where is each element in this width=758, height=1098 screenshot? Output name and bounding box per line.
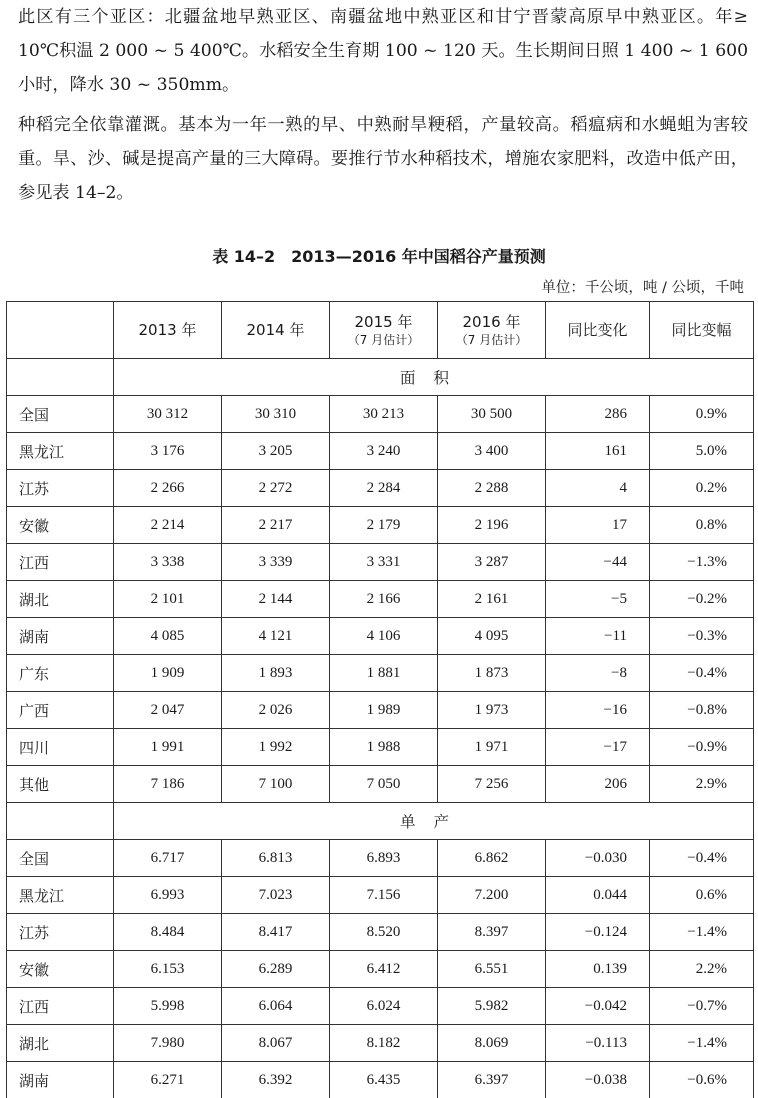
cell-2016: 8.069 bbox=[438, 1025, 546, 1062]
cell-2014: 8.417 bbox=[222, 914, 330, 951]
table-row bbox=[7, 396, 754, 433]
cell-2014: 1 992 bbox=[222, 729, 330, 766]
cell-2014: 3 205 bbox=[222, 433, 330, 470]
cell-change-pct: −0.2% bbox=[650, 581, 754, 618]
cell-2016: 2 288 bbox=[438, 470, 546, 507]
cell-2016: 6.397 bbox=[438, 1062, 546, 1098]
cell-2015: 2 179 bbox=[330, 507, 438, 544]
table-row bbox=[7, 877, 754, 914]
table-row bbox=[7, 433, 754, 470]
cell-change-pct: 0.8% bbox=[650, 507, 754, 544]
cell-2013: 1 991 bbox=[114, 729, 222, 766]
cell-change: 17 bbox=[546, 507, 650, 544]
cell-2014: 7.023 bbox=[222, 877, 330, 914]
section-blank-cell bbox=[7, 803, 114, 840]
cell-2016: 5.982 bbox=[438, 988, 546, 1025]
cell-change-pct: −1.4% bbox=[650, 914, 754, 951]
cell-2015: 1 881 bbox=[330, 655, 438, 692]
cell-2013: 3 176 bbox=[114, 433, 222, 470]
cell-change: −16 bbox=[546, 692, 650, 729]
table-caption: 表 14–2 2013—2016 年中国稻谷产量预测 bbox=[0, 244, 758, 267]
cell-2015: 2 284 bbox=[330, 470, 438, 507]
cell-2013: 6.271 bbox=[114, 1062, 222, 1098]
cell-change-pct: −0.4% bbox=[650, 840, 754, 877]
cell-2013: 6.717 bbox=[114, 840, 222, 877]
cell-2014: 8.067 bbox=[222, 1025, 330, 1062]
cell-change: 286 bbox=[546, 396, 650, 433]
cell-2016: 1 973 bbox=[438, 692, 546, 729]
cell-2013: 2 214 bbox=[114, 507, 222, 544]
cell-2016: 30 500 bbox=[438, 396, 546, 433]
cell-2013: 5.998 bbox=[114, 988, 222, 1025]
cell-change-pct: 0.6% bbox=[650, 877, 754, 914]
cell-2013: 6.993 bbox=[114, 877, 222, 914]
cell-region: 全国 bbox=[7, 396, 114, 433]
table-row bbox=[7, 951, 754, 988]
table-unit-note: 单位：千公顷，吨 / 公顷，千吨 bbox=[541, 276, 744, 297]
cell-2014: 2 026 bbox=[222, 692, 330, 729]
header-2013: 2013 年 bbox=[114, 302, 222, 359]
cell-region: 全国 bbox=[7, 840, 114, 877]
cell-change-pct: 2.9% bbox=[650, 766, 754, 803]
cell-2015: 3 331 bbox=[330, 544, 438, 581]
table-row bbox=[7, 581, 754, 618]
cell-2015: 7 050 bbox=[330, 766, 438, 803]
cell-change-pct: −0.3% bbox=[650, 618, 754, 655]
table-row bbox=[7, 507, 754, 544]
cell-region: 江苏 bbox=[7, 470, 114, 507]
cell-change-pct: −0.4% bbox=[650, 655, 754, 692]
cell-2016: 4 095 bbox=[438, 618, 546, 655]
header-region bbox=[7, 302, 114, 359]
cell-2016: 7.200 bbox=[438, 877, 546, 914]
section-header-row bbox=[7, 803, 754, 840]
cell-2014: 2 272 bbox=[222, 470, 330, 507]
cell-2015: 7.156 bbox=[330, 877, 438, 914]
cell-change-pct: −0.9% bbox=[650, 729, 754, 766]
table-row bbox=[7, 655, 754, 692]
cell-2016: 8.397 bbox=[438, 914, 546, 951]
cell-change: −0.113 bbox=[546, 1025, 650, 1062]
cell-2013: 1 909 bbox=[114, 655, 222, 692]
cell-2015: 1 988 bbox=[330, 729, 438, 766]
cell-2014: 6.064 bbox=[222, 988, 330, 1025]
cell-2014: 1 893 bbox=[222, 655, 330, 692]
table-row bbox=[7, 766, 754, 803]
table-row bbox=[7, 914, 754, 951]
cell-change: 4 bbox=[546, 470, 650, 507]
cell-2015: 8.520 bbox=[330, 914, 438, 951]
header-change-pct: 同比变幅 bbox=[650, 302, 754, 359]
table-row bbox=[7, 544, 754, 581]
table-row bbox=[7, 692, 754, 729]
cell-change: 161 bbox=[546, 433, 650, 470]
cell-change-pct: −1.4% bbox=[650, 1025, 754, 1062]
cell-2016: 3 400 bbox=[438, 433, 546, 470]
cell-change: −0.042 bbox=[546, 988, 650, 1025]
cell-change: 206 bbox=[546, 766, 650, 803]
cell-2013: 8.484 bbox=[114, 914, 222, 951]
cell-2014: 2 144 bbox=[222, 581, 330, 618]
cell-2015: 2 166 bbox=[330, 581, 438, 618]
cell-region: 湖北 bbox=[7, 581, 114, 618]
cell-region: 安徽 bbox=[7, 951, 114, 988]
cell-2015: 8.182 bbox=[330, 1025, 438, 1062]
cell-2015: 6.412 bbox=[330, 951, 438, 988]
cell-2013: 6.153 bbox=[114, 951, 222, 988]
table-row bbox=[7, 470, 754, 507]
cell-2014: 6.813 bbox=[222, 840, 330, 877]
section-title: 单产 bbox=[114, 803, 754, 840]
cell-change-pct: −1.3% bbox=[650, 544, 754, 581]
cell-region: 黑龙江 bbox=[7, 877, 114, 914]
cell-2014: 6.289 bbox=[222, 951, 330, 988]
cell-2016: 6.551 bbox=[438, 951, 546, 988]
cell-change: −5 bbox=[546, 581, 650, 618]
cell-2014: 4 121 bbox=[222, 618, 330, 655]
header-2015: 2015 年 （7 月估计） bbox=[330, 302, 438, 359]
cell-2016: 1 971 bbox=[438, 729, 546, 766]
cell-2013: 7 186 bbox=[114, 766, 222, 803]
section-header-row bbox=[7, 359, 754, 396]
rice-production-table bbox=[6, 301, 754, 1098]
cell-region: 安徽 bbox=[7, 507, 114, 544]
cell-region: 其他 bbox=[7, 766, 114, 803]
cell-2015: 6.893 bbox=[330, 840, 438, 877]
cell-change-pct: 0.9% bbox=[650, 396, 754, 433]
cell-2015: 1 989 bbox=[330, 692, 438, 729]
cell-2013: 2 266 bbox=[114, 470, 222, 507]
cell-2016: 2 196 bbox=[438, 507, 546, 544]
header-change: 同比变化 bbox=[546, 302, 650, 359]
table-row bbox=[7, 988, 754, 1025]
table-header-row bbox=[7, 302, 754, 359]
cell-2016: 7 256 bbox=[438, 766, 546, 803]
table-row bbox=[7, 840, 754, 877]
paragraph-climate: 此区有三个亚区：北疆盆地早熟亚区、南疆盆地中熟亚区和甘宁晋蒙高原早中熟亚区。年≥ 10℃积温 2 000 ~ 5 400℃。水稻安全生育期 100 ~ 120 天。生长期间日照 1 400 ~ 1 600 小时，降水 30 ~ 350mm。 bbox=[18, 0, 748, 102]
cell-change-pct: −0.6% bbox=[650, 1062, 754, 1098]
cell-region: 湖南 bbox=[7, 1062, 114, 1098]
cell-2015: 3 240 bbox=[330, 433, 438, 470]
cell-2016: 1 873 bbox=[438, 655, 546, 692]
header-2014: 2014 年 bbox=[222, 302, 330, 359]
cell-change: −44 bbox=[546, 544, 650, 581]
table-row bbox=[7, 618, 754, 655]
section-title: 面积 bbox=[114, 359, 754, 396]
cell-change: −0.038 bbox=[546, 1062, 650, 1098]
cell-2015: 4 106 bbox=[330, 618, 438, 655]
cell-region: 湖北 bbox=[7, 1025, 114, 1062]
cell-2013: 2 047 bbox=[114, 692, 222, 729]
table-row bbox=[7, 1062, 754, 1098]
cell-change: −11 bbox=[546, 618, 650, 655]
cell-region: 湖南 bbox=[7, 618, 114, 655]
cell-2016: 6.862 bbox=[438, 840, 546, 877]
cell-change-pct: 2.2% bbox=[650, 951, 754, 988]
section-blank-cell bbox=[7, 359, 114, 396]
cell-change: −17 bbox=[546, 729, 650, 766]
cell-change: −0.124 bbox=[546, 914, 650, 951]
cell-2016: 3 287 bbox=[438, 544, 546, 581]
cell-change: −8 bbox=[546, 655, 650, 692]
cell-2015: 30 213 bbox=[330, 396, 438, 433]
cell-2014: 7 100 bbox=[222, 766, 330, 803]
cell-2013: 3 338 bbox=[114, 544, 222, 581]
cell-change: −0.030 bbox=[546, 840, 650, 877]
cell-change: 0.139 bbox=[546, 951, 650, 988]
cell-2014: 3 339 bbox=[222, 544, 330, 581]
cell-region: 江西 bbox=[7, 544, 114, 581]
cell-change: 0.044 bbox=[546, 877, 650, 914]
cell-change-pct: −0.8% bbox=[650, 692, 754, 729]
cell-region: 江西 bbox=[7, 988, 114, 1025]
paragraph-cultivation: 种稻完全依靠灌溉。基本为一年一熟的早、中熟耐旱粳稻，产量较高。稻瘟病和水蝇蛆为害较重。旱、沙、碱是提高产量的三大障碍。要推行节水种稻技术，增施农家肥料，改造中低产田，参见表 14–2。 bbox=[18, 108, 748, 210]
cell-change-pct: 0.2% bbox=[650, 470, 754, 507]
cell-region: 黑龙江 bbox=[7, 433, 114, 470]
cell-change-pct: 5.0% bbox=[650, 433, 754, 470]
table-row bbox=[7, 729, 754, 766]
cell-region: 江苏 bbox=[7, 914, 114, 951]
cell-2016: 2 161 bbox=[438, 581, 546, 618]
cell-2015: 6.435 bbox=[330, 1062, 438, 1098]
cell-2013: 4 085 bbox=[114, 618, 222, 655]
cell-2014: 6.392 bbox=[222, 1062, 330, 1098]
cell-region: 四川 bbox=[7, 729, 114, 766]
cell-2014: 2 217 bbox=[222, 507, 330, 544]
cell-2013: 2 101 bbox=[114, 581, 222, 618]
cell-region: 广西 bbox=[7, 692, 114, 729]
cell-region: 广东 bbox=[7, 655, 114, 692]
cell-2013: 7.980 bbox=[114, 1025, 222, 1062]
table-row bbox=[7, 1025, 754, 1062]
cell-2014: 30 310 bbox=[222, 396, 330, 433]
cell-2013: 30 312 bbox=[114, 396, 222, 433]
cell-change-pct: −0.7% bbox=[650, 988, 754, 1025]
cell-2015: 6.024 bbox=[330, 988, 438, 1025]
header-2016: 2016 年 （7 月估计） bbox=[438, 302, 546, 359]
